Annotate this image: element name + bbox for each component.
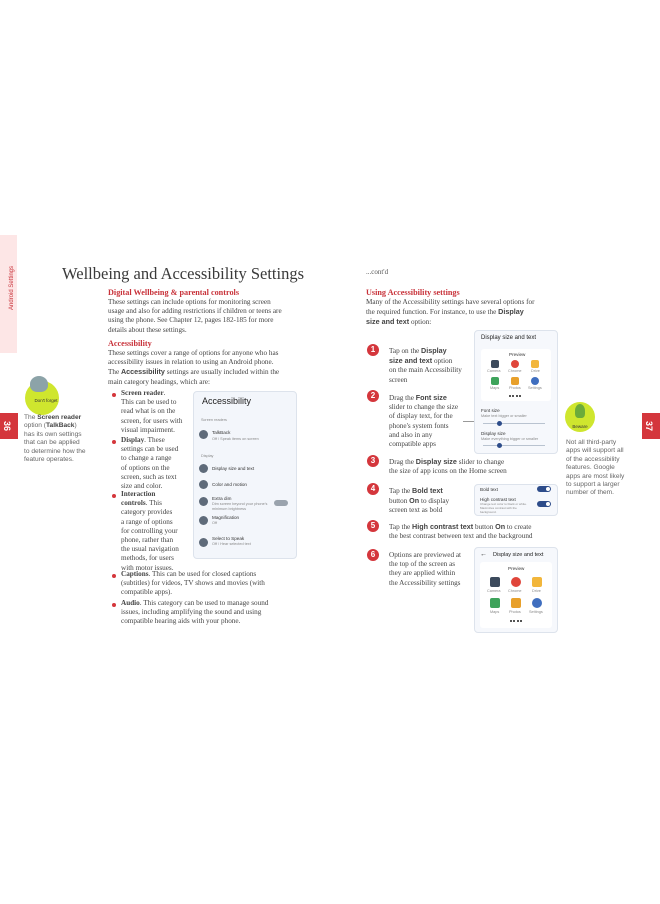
beware-label: Beware <box>572 424 588 429</box>
bullet-marker <box>112 574 116 578</box>
font-size-slider[interactable] <box>483 423 545 424</box>
bullet-marker <box>112 393 116 397</box>
display-size-slider[interactable] <box>483 445 545 446</box>
extra-dim-toggle[interactable] <box>274 500 288 506</box>
lightbulb-icon <box>575 404 585 418</box>
color-motion-item[interactable]: Color and motion <box>212 482 247 487</box>
preview-screenshot <box>474 547 558 633</box>
accessibility-screenshot <box>193 391 297 559</box>
app-label: Photos <box>509 610 521 614</box>
font-size-thumb[interactable] <box>497 421 502 426</box>
extra-dim-icon <box>199 497 208 506</box>
page-number-right: 37 <box>642 413 660 439</box>
display-size-label: Display size <box>481 431 506 436</box>
app-label: Camera <box>487 369 501 373</box>
select-to-speak-sub: Off / Hear selected text <box>212 542 251 546</box>
photos-icon <box>511 377 519 385</box>
app-label: Settings <box>528 386 542 390</box>
bold-text-label: Bold text <box>480 487 498 492</box>
accessibility-body: These settings cover a range of options for anyone who has accessibility issues in relation to using an Android phone. The Accessibility settings are usually included within the main category headings, which are: <box>108 349 280 386</box>
magnification-sub: Off <box>212 521 217 525</box>
preview-label: Preview <box>508 566 525 571</box>
extra-dim-item[interactable]: Extra dim <box>212 496 232 501</box>
high-contrast-sub: Change text color to black or white. Maximizes contrast with the background. <box>480 502 527 514</box>
extra-dim-sub: Dim screen beyond your phone's minimum brightness <box>212 502 268 511</box>
screenshot-title: Display size and text <box>493 552 544 558</box>
magnification-item[interactable]: Magnification <box>212 515 240 520</box>
camera-icon <box>490 577 500 587</box>
step-6-text: Options are previewed at the top of the screen as they are applied within the Accessibility settings <box>389 551 462 587</box>
step-number: 1 <box>367 344 379 356</box>
step-number: 4 <box>367 483 379 495</box>
side-chapter-label: Android Settings <box>9 265 15 311</box>
bullet-audio: Audio. This category can be used to manage sound issues, including amplifying the sound and using compatible hearing aids with your phone. <box>121 599 269 626</box>
bullet-marker <box>112 440 116 444</box>
bullet-marker <box>112 494 116 498</box>
step-3-text: Drag the Display size slider to change the size of app icons on the Home screen <box>389 457 507 476</box>
app-label: Drive <box>532 589 541 593</box>
settings-icon <box>532 598 542 608</box>
display-size-screenshot <box>474 330 558 454</box>
color-motion-icon <box>199 480 208 489</box>
section-label: Display <box>201 454 214 458</box>
back-arrow-icon[interactable]: ← <box>480 551 487 558</box>
elephant-icon <box>30 376 48 392</box>
app-label: Chrome <box>508 369 522 373</box>
camera-icon <box>491 360 499 368</box>
app-label: Chrome <box>508 589 522 593</box>
step-number: 2 <box>367 390 379 402</box>
using-accessibility-intro: Many of the Accessibility settings have several options for the required function. For instance, to use the Display size and text option: <box>366 298 535 327</box>
high-contrast-toggle[interactable] <box>537 501 551 507</box>
high-contrast-label: High contrast text <box>480 497 516 502</box>
maps-icon <box>491 377 499 385</box>
talkback-item[interactable]: TalkBack <box>212 430 231 435</box>
app-label: Maps <box>490 386 500 390</box>
display-text-icon <box>199 464 208 473</box>
app-label: Photos <box>509 386 521 390</box>
step-number: 5 <box>367 520 379 532</box>
drive-icon <box>532 577 542 587</box>
preview-card <box>480 562 552 628</box>
display-size-sub: Make everything bigger or smaller <box>481 437 539 441</box>
section-label: Screen readers <box>201 418 227 422</box>
screenshot-title: Accessibility <box>202 396 252 406</box>
app-label: Maps <box>490 610 500 614</box>
drive-icon <box>531 360 539 368</box>
settings-icon <box>531 377 539 385</box>
chrome-icon <box>511 360 519 368</box>
step-2-text: Drag the Font size slider to change the size of display text, for the phone's system fonts and also in any compatible apps <box>389 393 459 449</box>
wellbeing-heading: Digital Wellbeing & parental controls <box>108 288 240 297</box>
tip-third-party: Not all third-party apps will support all of the accessibility features. Google apps are most likely to support a larger number of them. <box>566 439 625 497</box>
contd-label: ...cont'd <box>366 268 389 276</box>
font-size-sub: Make text bigger or smaller <box>481 414 527 418</box>
talkback-sub: Off / Speak items on screen <box>212 437 259 441</box>
bullet-captions: Captions. This can be used for closed captions (subtitles) for videos, TV shows and movies (with compatible apps). <box>121 570 265 597</box>
photos-icon <box>511 598 521 608</box>
screenshot-title: Display size and text <box>481 335 537 341</box>
page-number-left: 36 <box>0 413 18 439</box>
preview-label: Preview <box>509 352 526 357</box>
display-size-text-item[interactable]: Display size and text <box>212 466 255 471</box>
magnification-icon <box>199 516 208 525</box>
page-dots <box>509 395 521 399</box>
dont-forget-label: Don't forget <box>34 398 58 403</box>
maps-icon <box>490 598 500 608</box>
bullet-marker <box>112 603 116 607</box>
display-size-thumb[interactable] <box>497 443 502 448</box>
step-number: 3 <box>367 455 379 467</box>
accessibility-heading: Accessibility <box>108 339 152 348</box>
step-4-text: Tap the Bold text button On to display screen text as bold <box>389 486 450 515</box>
app-label: Settings <box>529 610 543 614</box>
select-to-speak-icon <box>199 538 208 547</box>
app-label: Drive <box>531 369 540 373</box>
bullet-screen-reader: Screen reader. This can be used to read what is on the screen, for users with visual impairment. <box>121 389 183 434</box>
bold-contrast-screenshot <box>474 484 558 516</box>
page-title: Wellbeing and Accessibility Settings <box>62 264 305 283</box>
bullet-interaction: Interaction controls. This category provides a range of options for controlling your phone, rather than the usual navigation methods, for users with motor issues. <box>121 490 179 572</box>
select-to-speak-item[interactable]: Select to Speak <box>212 536 245 541</box>
page-dots <box>510 620 522 624</box>
using-accessibility-heading: Using Accessibility settings <box>366 288 460 297</box>
bold-text-toggle[interactable] <box>537 486 551 492</box>
tip-screen-reader: The Screen reader option (TalkBack) has its own settings that can be applied to determine how the feature operates. <box>24 414 86 464</box>
talkback-icon <box>199 430 208 439</box>
font-size-label: Font size <box>481 408 500 413</box>
step-number: 6 <box>367 549 379 561</box>
bullet-display: Display. These settings can be used to change a range of options on the screen, such as text size and color. <box>121 436 179 491</box>
chrome-icon <box>511 577 521 587</box>
app-label: Camera <box>487 589 501 593</box>
wellbeing-body: These settings can include options for monitoring screen usage and also for adding restrictions if children or teens are using the phone. See Chapter 12, pages 182-185 for more details about these settings. <box>108 298 282 334</box>
step-5-text: Tap the High contrast text button On to create the best contrast between text and the background <box>389 522 533 541</box>
step-1-text: Tap on the Display size and text option on the main Accessibility screen <box>389 346 462 384</box>
